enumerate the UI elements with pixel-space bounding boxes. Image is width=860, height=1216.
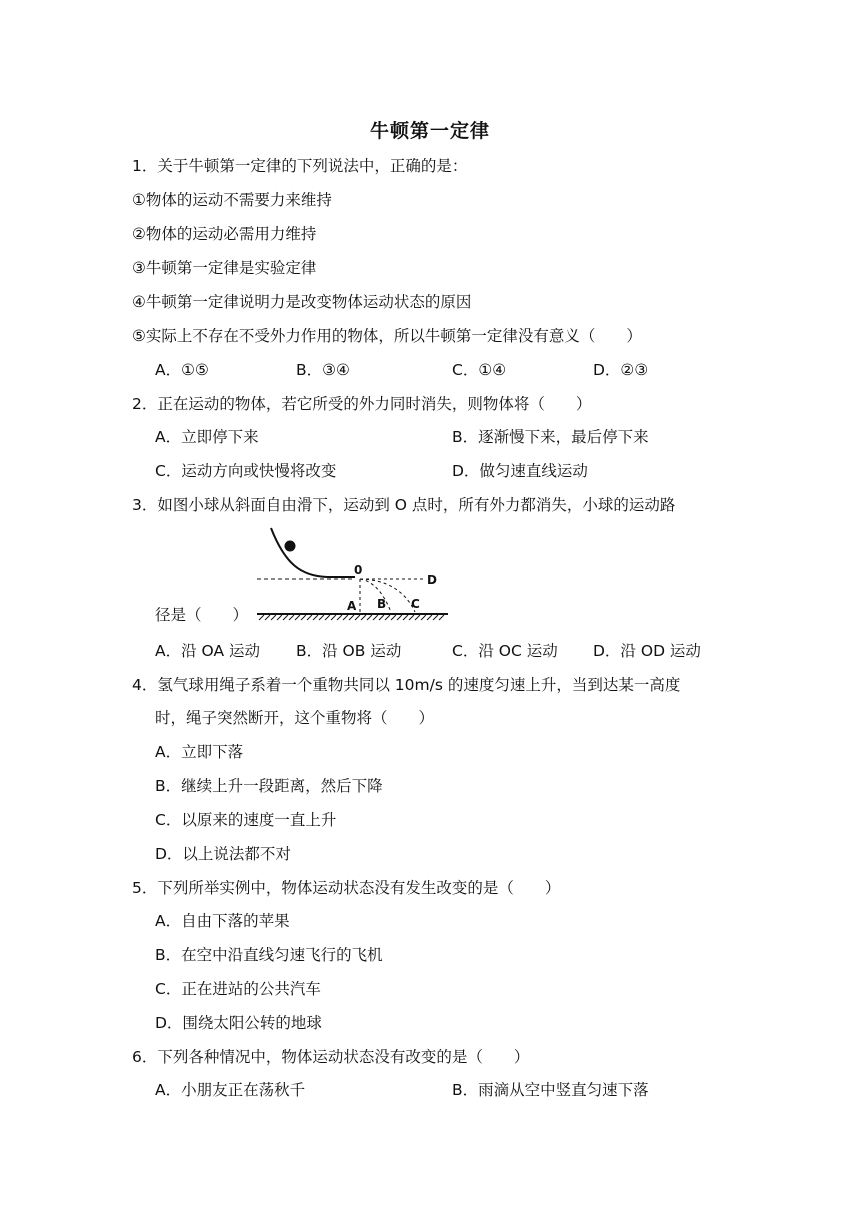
label-a: A [347,599,357,613]
q5-stem: 5．下列所举实例中，物体运动状态没有发生改变的是（ ） [132,879,561,897]
q4-option-a[interactable]: A．立即下落 [155,743,244,761]
q3-option-d[interactable]: D．沿 OD 运动 [593,642,701,660]
q1-statement-1: ①物体的运动不需要力来维持 [132,191,332,209]
q1-option-c[interactable]: C．①④ [452,361,507,379]
q3-stem-line2: 径是（ ） [155,606,249,624]
label-d: D [427,573,437,587]
q1-option-b[interactable]: B．③④ [296,361,350,379]
label-c: C [411,597,420,611]
q5-option-b[interactable]: B．在空中沿直线匀速飞行的飞机 [155,946,383,964]
q6-stem: 6．下列各种情况中，物体运动状态没有改变的是（ ） [132,1048,530,1066]
incline-curve [271,528,355,577]
q2-option-c[interactable]: C．运动方向或快慢将改变 [155,462,337,480]
q3-option-c[interactable]: C．沿 OC 运动 [452,642,558,660]
q1-option-d[interactable]: D．②③ [593,361,649,379]
path-oc [360,579,415,612]
q1-statement-5: ⑤实际上不存在不受外力作用的物体，所以牛顿第一定律没有意义（ ） [132,327,642,345]
q4-stem-line2: 时，绳子突然断开，这个重物将（ ） [155,709,435,727]
q5-option-c[interactable]: C．正在进站的公共汽车 [155,980,321,998]
q5-option-d[interactable]: D．围绕太阳公转的地球 [155,1014,322,1032]
incline-ball-diagram [255,524,450,624]
ball [285,541,296,552]
q6-option-b[interactable]: B．雨滴从空中竖直匀速下落 [452,1081,649,1099]
q2-stem: 2．正在运动的物体，若它所受的外力同时消失，则物体将（ ） [132,395,592,413]
q6-option-a[interactable]: A．小朋友正在荡秋千 [155,1081,306,1099]
q2-option-a[interactable]: A．立即停下来 [155,428,259,446]
q3-option-b[interactable]: B．沿 OB 运动 [296,642,402,660]
q4-option-c[interactable]: C．以原来的速度一直上升 [155,811,337,829]
ground-hatching [259,615,444,620]
q1-option-a[interactable]: A．①⑤ [155,361,209,379]
label-b: B [377,597,387,611]
q5-option-a[interactable]: A．自由下落的苹果 [155,912,290,930]
q1-statement-2: ②物体的运动必需用力维持 [132,225,317,243]
q4-option-b[interactable]: B．继续上升一段距离，然后下降 [155,777,383,795]
q4-option-d[interactable]: D．以上说法都不对 [155,845,291,863]
q1-statement-3: ③牛顿第一定律是实验定律 [132,259,317,277]
q1-statement-4: ④牛顿第一定律说明力是改变物体运动状态的原因 [132,293,472,311]
q1-stem: 1．关于牛顿第一定律的下列说法中，正确的是： [132,157,468,175]
q4-stem-line1: 4．氢气球用绳子系着一个重物共同以 10m/s 的速度匀速上升，当到达某一高度 [132,676,681,694]
q2-option-d[interactable]: D．做匀速直线运动 [452,462,588,480]
q3-option-a[interactable]: A．沿 OA 运动 [155,642,260,660]
label-o: 0 [354,563,363,577]
page-title: 牛顿第一定律 [369,120,490,142]
q2-option-b[interactable]: B．逐渐慢下来，最后停下来 [452,428,649,446]
q3-stem-line1: 3．如图小球从斜面自由滑下，运动到 O 点时，所有外力都消失，小球的运动路 [132,496,676,514]
